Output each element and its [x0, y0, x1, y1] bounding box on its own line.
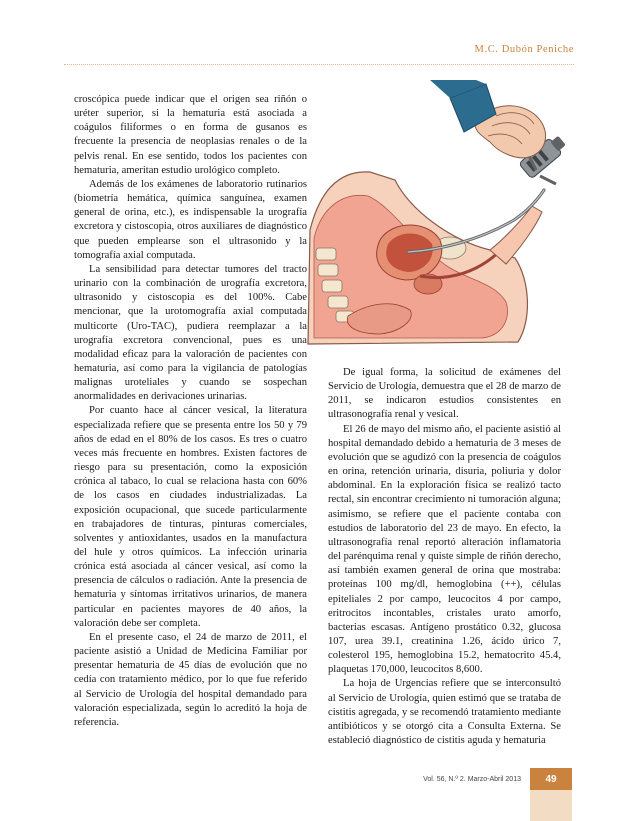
left-text-column	[74, 93, 307, 730]
running-head-author: M.C. Dubón Peniche	[474, 44, 574, 55]
page-number-strip	[530, 790, 572, 821]
paragraph: La hoja de Urgencias refiere que se interconsultó al Servicio de Urología, quien estimó que se trataba de cistitis agregada, y se recomendó tratamiento mediante antibióticos y se otorgó cita a Consulta Externa. Se estableció diagnóstico de cistitis aguda y hematuria	[328, 678, 561, 747]
paragraph: El 26 de mayo del mismo año, el paciente asistió al hospital demandado debido a hematuria de 3 meses de evolución que se agudizó con la presencia de coágulos en orina, retención urinaria, disuria, poliuria y dolor abdominal. En la exploración física se realizó tacto rectal, sin encontrar crecimiento ni tumoración alguna; asimismo, se refiere que el paciente contaba con estudios de laboratorio del 23 de mayo. En efecto, la ultrasonografía renal reportó alteración inflamatoria del parénquima renal y quiste simple de riñón derecho, así también examen general de orina que mostraba: proteínas 100 mg/dl, hemoglobina (++), células epiteliales 2 por campo, leucocitos 4 por campo, eritrocitos incontables, cristales urato amorfo, bacterias escasas. Antígeno prostático 0.32, glucosa 107, urea 39.1, creatinina 1.26, ácido úrico 7, colesterol 195, hemoglobina 15.2, hematocrito 45.4, plaquetas 170,000, leucocitos 8,600.	[328, 423, 561, 676]
paragraph: Por cuanto hace al cáncer vesical, la literatura especializada refiere que se presenta entre los 50 y 79 años de edad en el 80% de los casos. Es tres o cuatro veces más frecuente en hombres. Existen factores de riesgo para su presentación, como la exposición crónica al tabaco, lo cual se relaciona hasta con 60% de los casos en ciudades industrializadas. La exposición ocupacional, que sucede particularmente en trabajadores de tinturas, pinturas comerciales, solventes y antioxidantes, usados en la manufactura del hule y otros químicos. La infección urinaria crónica está asociada al cáncer vesical, así como la presencia de cálculos o radiación. Ante la presencia de hematuria y síntomas irritativos urinarios, de manera particular en pacientes mayores de 40 años, la valoración debe ser completa.	[74, 405, 307, 629]
paragraph: croscópica puede indicar que el origen sea riñón o uréter superior, si la hematuria está asociada a coágulos filiformes o en forma de gusanos es frecuente la presencia de neoplasias renales o de la pelvis renal. En ese sentido, todos los pacientes con hematuria, ameritan estudio urológico completo.	[74, 94, 307, 176]
paragraph: Además de los exámenes de laboratorio rutinarios (biometría hemática, química sanguínea, examen general de orina, etc.), es indispensable la urografía excretora y cistoscopia, otros auxiliares de diagnóstico que pueden emplearse son el ultrasonido y la tomografía axial computada.	[74, 178, 307, 261]
paragraph: De igual forma, la solicitud de exámenes del Servicio de Urología, demuestra que el 28 de marzo de 2011, se indicaron estudios consistentes en ultrasonografía renal y vesical.	[328, 367, 561, 421]
header-divider	[64, 64, 574, 65]
paragraph: En el presente caso, el 24 de marzo de 2011, el paciente asistió a Unidad de Medicina Familiar por presentar hematuria de 45 días de evolución que no cedía con tratamiento médico, por lo que fue referido al Servicio de Urología del hospital demandado para valoración especializada, según lo acreditó la hoja de referencia.	[74, 631, 307, 728]
paragraph: La sensibilidad para detectar tumores del tracto urinario con la combinación de urografía excretora, ultrasonido y cistoscopia es del 100%. Cabe mencionar, que la urotomografía axial computada multicorte (Uro-TAC), pudiera reemplazar a la urografía excretora convencional, pues es una modalidad eficaz para la valoración de pacientes con hematuria, así como para la vigilancia de patologías malignas uroteliales y cuando se sospechan anormalidades en derivaciones urinarias.	[74, 263, 307, 403]
journal-citation: Vol. 56, N.º 2. Marzo-Abril 2013	[423, 776, 521, 783]
cystoscopy-illustration	[300, 80, 568, 346]
right-text-column	[328, 366, 561, 748]
page-number: 49	[530, 768, 572, 790]
